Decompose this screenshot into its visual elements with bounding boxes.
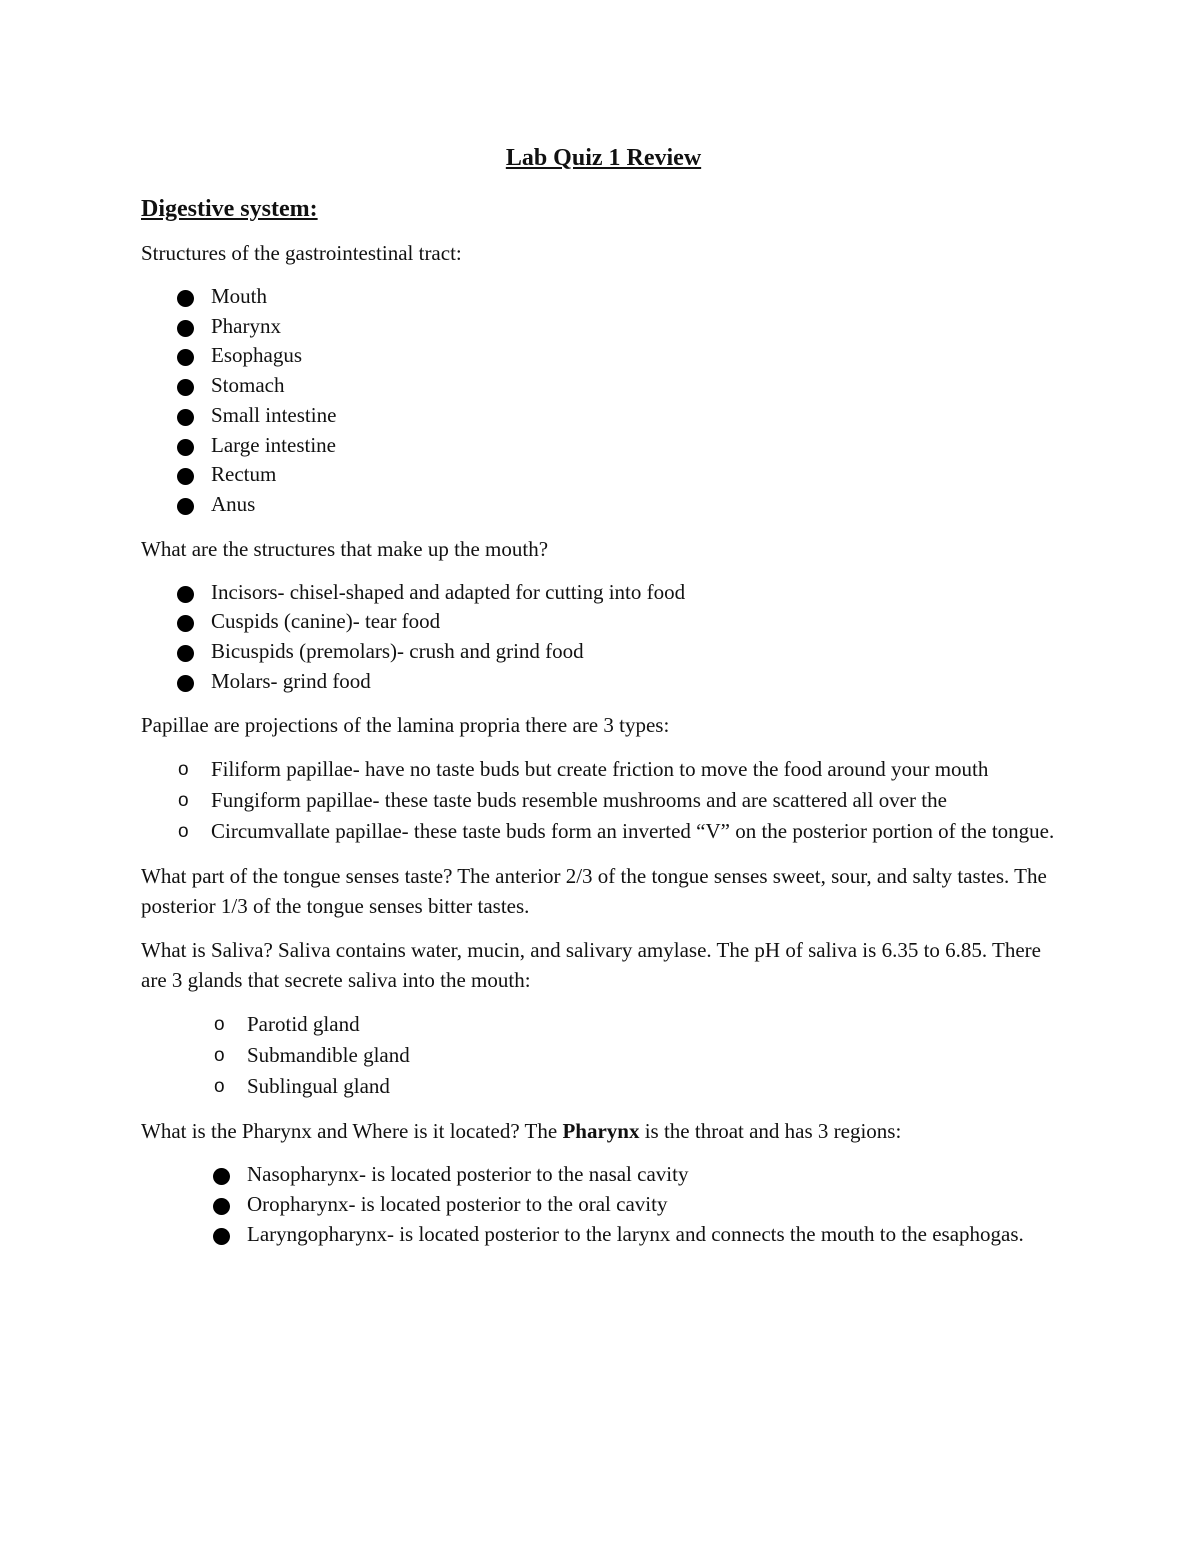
list-item: Mouth — [141, 282, 1061, 312]
list-item: Incisors- chisel-shaped and adapted for cutting into food — [141, 578, 1061, 608]
mouth-structures-list — [141, 578, 1061, 697]
bullet-icon — [213, 1198, 230, 1215]
hollow-bullet-icon: o — [214, 1076, 225, 1098]
bullet-icon — [177, 439, 194, 456]
list-item: Oropharynx- is located posterior to the oral cavity — [141, 1190, 1061, 1220]
gi-structures-list — [141, 282, 1061, 520]
hollow-bullet-icon: o — [214, 1014, 225, 1036]
list-item: Small intestine — [141, 401, 1061, 431]
list-item: Stomach — [141, 371, 1061, 401]
bullet-icon — [177, 349, 194, 366]
list-item: o Submandible gland — [141, 1040, 1061, 1071]
section-heading-digestive: Digestive system: — [141, 196, 318, 222]
hollow-bullet-icon: o — [178, 790, 189, 812]
list-item: Nasopharynx- is located posterior to the nasal cavity — [141, 1160, 1061, 1190]
list-item: Laryngopharynx- is located posterior to the larynx and connects the mouth to the esaphogas. — [141, 1220, 1061, 1250]
mouth-question: What are the structures that make up the mouth? — [141, 536, 549, 561]
document-content — [141, 140, 1061, 1250]
page-title: Lab Quiz 1 Review — [505, 145, 702, 171]
list-item: Esophagus — [141, 341, 1061, 371]
bullet-icon — [177, 409, 194, 426]
list-item: Molars- grind food — [141, 667, 1061, 697]
bullet-icon — [177, 675, 194, 692]
bullet-icon — [177, 379, 194, 396]
list-item: Bicuspids (premolars)- crush and grind food — [141, 637, 1061, 667]
list-item: o Filiform papillae- have no taste buds but create friction to move the food around your mouth — [141, 754, 1061, 785]
bullet-icon — [177, 290, 194, 307]
bullet-icon — [177, 615, 194, 632]
hollow-bullet-icon: o — [178, 759, 189, 781]
list-item: Pharynx — [141, 312, 1061, 342]
list-item: Cuspids (canine)- tear food — [141, 607, 1061, 637]
list-item: o Fungiform papillae- these taste buds resemble mushrooms and are scattered all over the — [141, 785, 1061, 816]
glands-list — [141, 1009, 1061, 1102]
gi-intro: Structures of the gastrointestinal tract: — [141, 241, 462, 265]
saliva-paragraph: What is Saliva? Saliva contains water, mucin, and salivary amylase. The pH of saliva is 6.35 to 6.85. There are 3 glands that secrete saliva into the mouth: — [141, 938, 1041, 993]
list-item: Rectum — [141, 460, 1061, 490]
list-item: o Circumvallate papillae- these taste buds form an inverted “V” on the posterior portion of the tongue. — [141, 816, 1061, 847]
bullet-icon — [177, 498, 194, 515]
bullet-icon — [177, 645, 194, 662]
taste-paragraph: What part of the tongue senses taste? The anterior 2/3 of the tongue senses sweet, sour, and salty tastes. The posterior 1/3 of the tongue senses bitter tastes. — [141, 864, 1047, 919]
bullet-icon — [177, 320, 194, 337]
list-item: Large intestine — [141, 431, 1061, 461]
pharynx-bold-term: Pharynx — [562, 1119, 640, 1144]
bullet-icon — [213, 1228, 230, 1245]
papillae-intro: Papillae are projections of the lamina propria there are 3 types: — [141, 713, 670, 738]
list-item: o Sublingual gland — [141, 1071, 1061, 1102]
bullet-icon — [177, 586, 194, 603]
pharynx-regions-list — [141, 1160, 1061, 1249]
hollow-bullet-icon: o — [214, 1045, 225, 1067]
list-item: Anus — [141, 490, 1061, 520]
bullet-icon — [177, 468, 194, 485]
pharynx-question: What is the Pharynx and Where is it located? The Pharynx is the throat and has 3 regions: — [141, 1119, 902, 1144]
hollow-bullet-icon: o — [178, 821, 189, 843]
papillae-types-list — [141, 754, 1061, 847]
list-item: o Parotid gland — [141, 1009, 1061, 1040]
bullet-icon — [213, 1168, 230, 1185]
